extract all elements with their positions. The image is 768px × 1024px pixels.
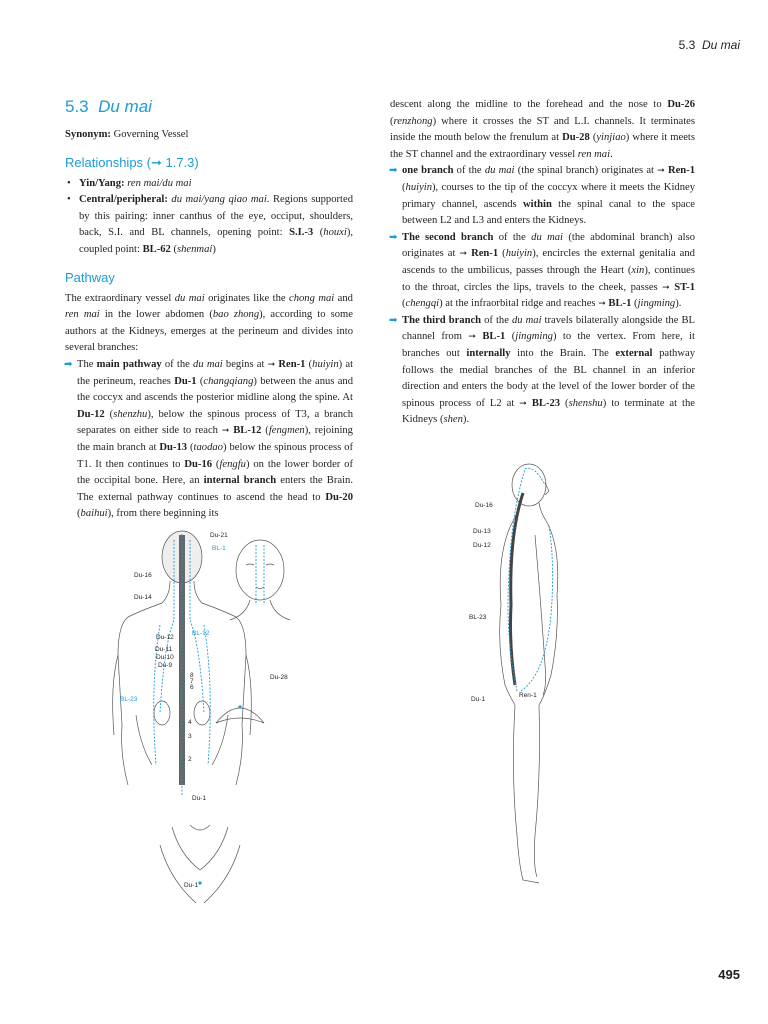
pathway-intro: The extraordinary vessel du mai originates like the chong mai and ren mai in the lower abdomen (bao zhong), according to some authors at the Kidneys, emerges at the perineum and divides into several branches: [65,292,353,354]
list-item: • Central/peripheral: du mai/yang qiao mai. Regions supported by this pairing: inner canthus of the eye, occiput, shoulders, back, S.I. and BL channels, opening point: S.I.-3 (houxi), coupled point: BL-62 (shenmai) [65,192,353,258]
continuation-paragraph: descent along the midline to the forehead and the nose to Du-26 (renzhong) where it crosses the ST and L.I. channels. It terminates inside the mouth below the frenulum at Du-28 (yinjiao) where it meets the ST channel and the extraordinary vessel ren mai. [390,99,695,160]
label-du21: Du-21 [210,532,228,539]
arrow-icon: ➡ [389,314,398,326]
synonym: Synonym: Governing Vessel [65,129,189,140]
running-head-title: Du mai [701,38,740,52]
left-column [65,96,353,523]
arrow-icon: ➡ [389,165,398,177]
side-view-figure [465,455,595,895]
running-head-num: 5.3 [678,38,696,52]
pathway-heading: Pathway [65,269,115,285]
label-du1-perineum: Du-1 [184,882,199,889]
label-7: 7 [190,678,194,685]
label-du13-side: Du-13 [473,528,491,535]
label-3: 3 [188,733,192,740]
section-title: 5.3 Du mai [65,97,152,116]
label-bl1: BL-1 [212,545,226,552]
label-du1: Du-1 [192,795,207,802]
label-du10: Du-10 [156,654,174,661]
label-du16: Du-16 [134,572,152,579]
page-number: 495 [718,967,740,982]
label-du16-side: Du-16 [475,502,493,509]
label-bl23-side: BL-23 [469,614,487,621]
right-column [390,97,695,429]
label-4: 4 [188,719,192,726]
arrow-icon: ➡ [64,358,73,370]
label-du28: Du-28 [270,674,288,681]
label-du9: Du-9 [158,662,173,669]
label-2: 2 [188,756,192,763]
label-bl12: BL-12 [192,630,210,637]
main-pathway-paragraph: ➡ The main pathway of the du mai begins at ➞ Ren-1 (huiyin) at the perineum, reaches Du-1 (changqiang) between the anus and the coccyx and ascends the posterior midline along the spine. At Du-12 (shenzhu), below the spinous process of T3, a branch separates on either side to reach ➞ BL-12 (fengmen), rejoining the main branch at Du-13 (taodao) below the spinous process of T1. It then continues to Du-16 (fengfu) on the lower border of the occipital bone. Here, an internal branch enters the Brain. The external pathway continues to ascend the head to Du-20 (baihui), from there beginning its [64,358,354,520]
label-du12-side: Du-12 [473,542,491,549]
label-6: 6 [190,684,194,691]
running-head [679,38,740,52]
relationships-heading: Relationships (➞ 1.7.3) [65,154,199,170]
label-du14: Du-14 [134,594,152,601]
abdominal-branch-paragraph: ➡ The second branch of the du mai (the abdominal branch) also originates at ➞ Ren-1 (huiyin), encircles the external genitalia and ascends to the umbilicus, passes through the Heart (xin), continues to the throat, circles the lips, travels to the cheek, passes ➞ ST-1 (chengqi) at the infraorbital ridge and reaches ➞ BL-1 (jingming). [389,231,695,310]
label-ren1-side: Ren-1 [519,692,537,699]
spinal-branch-paragraph: ➡ one branch of the du mai (the spinal branch) originates at ➞ Ren-1 (huiyin), courses to the tip of the coccyx where it meets the Kidney primary channel, ascends within the spinal canal to the space between L2 and L3 and enters the Kidneys. [389,165,696,227]
relationships-list [65,176,353,259]
label-du1-side: Du-1 [471,696,486,703]
back-view-figure [100,525,330,905]
third-branch-paragraph: ➡ The third branch of the du mai travels bilaterally alongside the BL channel from ➞ BL-1 (jingming) to the vertex. From here, it branches out internally into the Brain. The external pathway follows the medial branches of the BL channel in an inferior direction and enters the body at the level of the lower border of the spinous process of L2 at ➞ BL-23 (shenshu) to terminate at the Kidneys (shen). [389,314,695,426]
label-du12: Du-12 [156,634,174,641]
label-8: 8 [190,672,194,679]
label-du11: Du-11 [155,646,173,653]
arrow-icon: ➡ [389,231,398,243]
label-bl23: BL-23 [120,696,138,703]
list-item: • Yin/Yang: ren mai/du mai [65,176,353,193]
